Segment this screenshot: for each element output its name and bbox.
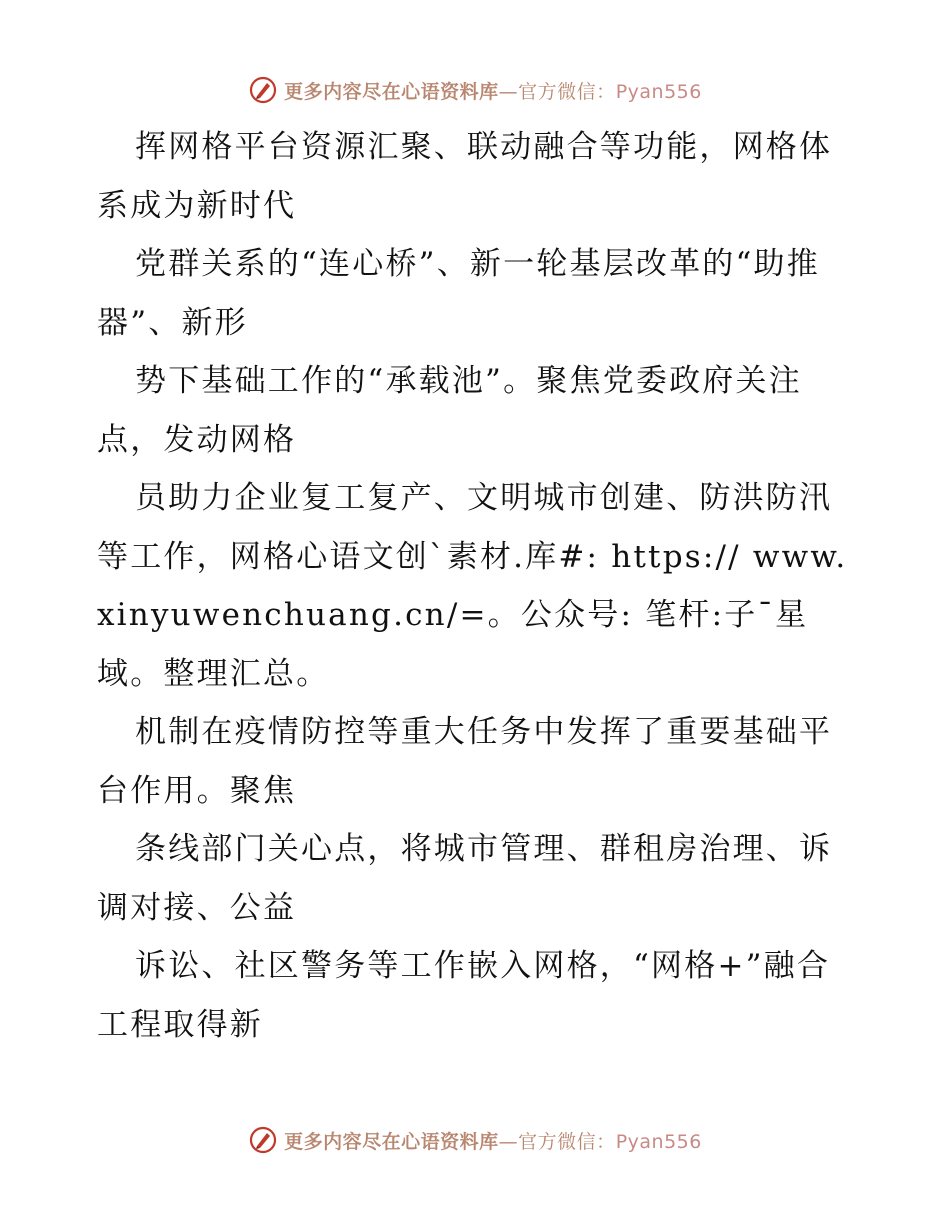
watermark-wechat-id: Pyan556	[615, 80, 702, 103]
pen-logo-icon	[248, 75, 278, 105]
paragraph-7: 诉讼、社区警务等工作嵌入网格，“网格+”融合工程取得新	[97, 948, 831, 1043]
paragraph-2: 党群关系的“连心桥”、新一轮基层改革的“助推器”、新形	[97, 246, 820, 341]
paragraph-3: 势下基础工作的“承载池”。聚焦党委政府关注点，发动网格	[97, 363, 802, 458]
watermark-wechat-id: Pyan556	[615, 1130, 702, 1153]
watermark-wechat-label: 官方微信：	[518, 1130, 616, 1153]
header-watermark	[0, 70, 950, 110]
watermark-separator: —	[498, 1130, 519, 1153]
watermark-brand: 更多内容尽在心语资料库	[284, 80, 499, 103]
footer-watermark	[0, 1120, 950, 1160]
watermark-brand: 更多内容尽在心语资料库	[284, 1130, 499, 1153]
pen-logo-icon	[248, 1125, 278, 1155]
paragraph-1: 挥网格平台资源汇聚、联动融合等功能，网格体系成为新时代	[97, 129, 833, 224]
document-body	[97, 118, 857, 1054]
watermark-wechat-label: 官方微信：	[518, 80, 616, 103]
paragraph-4: 员助力企业复工复产、文明城市创建、防洪防汛等工作，网格心语文创`素材.库#: https:// www.xinyuwenchuang.cn/=。公众号: 笔杆:子¯星域。整理汇总。	[97, 480, 848, 692]
paragraph-5: 机制在疫情防控等重大任务中发挥了重要基础平台作用。聚焦	[97, 714, 833, 809]
watermark-separator: —	[498, 80, 519, 103]
paragraph-6: 条线部门关心点，将城市管理、群租房治理、诉调对接、公益	[97, 831, 833, 926]
